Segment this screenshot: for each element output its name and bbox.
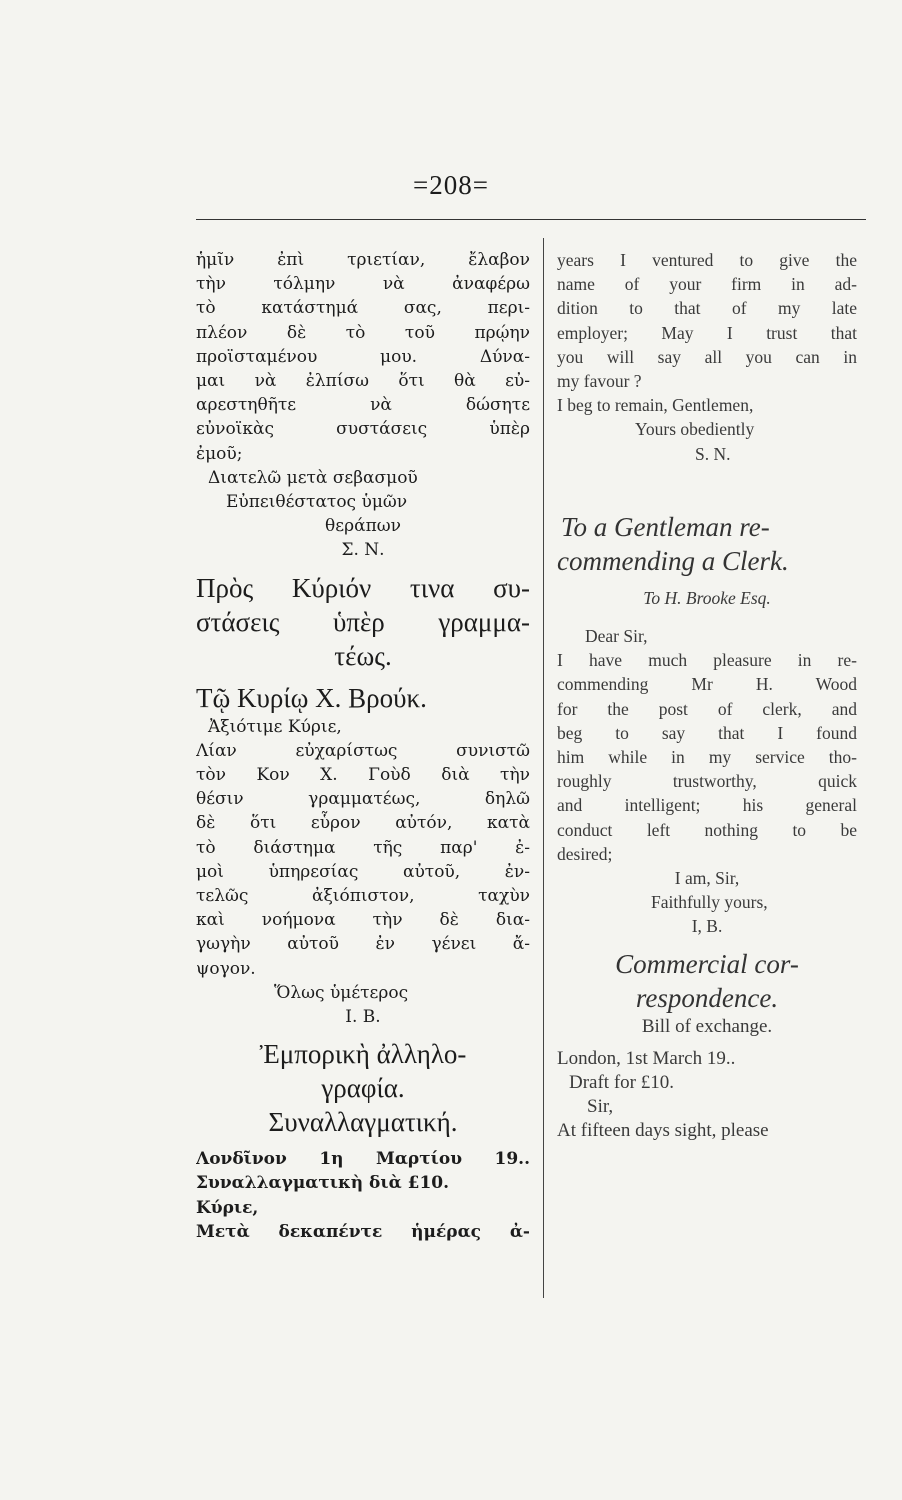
greek-signature: Σ. Ν. bbox=[341, 540, 385, 561]
text-line: my favour ? bbox=[557, 371, 642, 392]
greek-addressee: Τῷ Κυρίῳ Χ. Βρούκ. bbox=[196, 682, 427, 713]
text-line: years I ventured to give the bbox=[557, 250, 857, 270]
text-line: εὐνοϊκὰς συστάσεις ὑπὲρ bbox=[196, 419, 530, 440]
english-salutation: Dear Sir, bbox=[585, 626, 648, 647]
english-closing: I am, Sir, bbox=[674, 868, 740, 889]
greek-signature: Ι. Β. bbox=[345, 1007, 381, 1028]
greek-date-line: Λονδῖνον 1η Μαρτίου 19.. bbox=[196, 1149, 530, 1170]
text-line: ἐμοῦ; bbox=[196, 443, 243, 464]
text-line: τελῶς ἀξιόπιστον, ταχὺν bbox=[196, 886, 530, 907]
greek-paragraph-1 bbox=[196, 248, 530, 466]
greek-last-line: Μετὰ δεκαπέντε ἡμέρας ἀ- bbox=[196, 1221, 530, 1242]
text-line: ψογον. bbox=[196, 958, 256, 979]
heading-line: στάσεις ὑπὲρ γραμμα- bbox=[196, 606, 530, 637]
text-line: Λίαν εὐχαρίστως συνιστῶ bbox=[196, 740, 530, 761]
text-line: employer; May I trust that bbox=[557, 322, 857, 343]
text-line: commending Mr H. Wood bbox=[557, 674, 857, 695]
page-number: =208= bbox=[413, 170, 489, 200]
text-line: μαι νὰ ἐλπίσω ὅτι θὰ εὐ- bbox=[196, 371, 530, 392]
text-line: dition to that of my late bbox=[557, 298, 857, 319]
english-subheading-bill: Bill of exchange. bbox=[641, 1015, 773, 1037]
text-line: ἡμῖν ἐπὶ τριετίαν, ἔλαβον bbox=[196, 250, 530, 270]
english-heading-commercial bbox=[557, 947, 857, 1015]
top-rule bbox=[196, 219, 866, 220]
heading-line: respondence. bbox=[635, 982, 779, 1013]
column-divider bbox=[543, 238, 544, 1298]
greek-draft-line: Συναλλαγματικὴ διὰ £10. bbox=[196, 1173, 450, 1194]
text-line: roughly trustworthy, quick bbox=[557, 771, 857, 792]
greek-salutation-2: Κύριε, bbox=[196, 1197, 259, 1218]
text-line: for the post of clerk, and bbox=[557, 698, 857, 719]
english-draft-line: Draft for £10. bbox=[569, 1072, 674, 1094]
text-line: desired; bbox=[557, 843, 613, 864]
text-line: you will say all you can in bbox=[557, 346, 857, 367]
heading-line: Commercial cor- bbox=[615, 948, 799, 979]
heading-line: Ἐμπορικὴ ἀλληλο- bbox=[259, 1039, 467, 1070]
greek-heading-recommendation bbox=[196, 571, 530, 673]
greek-closing: Διατελῶ μετὰ σεβασμοῦ bbox=[208, 467, 418, 488]
text-line: καὶ νοήμονα τὴν δὲ δια- bbox=[196, 910, 530, 931]
text-line: τὸν Κον Χ. Γοὺδ διὰ τὴν bbox=[196, 765, 530, 786]
heading-line: γραφία. bbox=[321, 1073, 405, 1104]
english-signature: I, B. bbox=[691, 916, 723, 937]
greek-paragraph-2 bbox=[196, 739, 530, 981]
english-closing: I beg to remain, Gentlemen, bbox=[557, 395, 754, 416]
greek-column bbox=[196, 248, 530, 1244]
text-line: conduct left nothing to be bbox=[557, 819, 857, 840]
text-line: προϊσταμένου μου. Δύνα- bbox=[196, 346, 530, 367]
heading-line: Πρὸς Κύριόν τινα συ- bbox=[196, 572, 530, 603]
text-line: him while in my service tho- bbox=[557, 747, 857, 768]
greek-heading-bill: Συναλλαγματική. bbox=[268, 1107, 458, 1138]
greek-closing: Ὅλως ὑμέτερος bbox=[274, 982, 409, 1003]
english-column bbox=[557, 248, 857, 1144]
text-line: μοὶ ὑπηρεσίας αὐτοῦ, ἐν- bbox=[196, 861, 530, 882]
english-closing: Faithfully yours, bbox=[651, 892, 768, 913]
text-line: πλέον δὲ τὸ τοῦ πρῴην bbox=[196, 322, 530, 343]
heading-line: commending a Clerk. bbox=[557, 545, 789, 576]
text-line: τὴν τόλμην νὰ ἀναφέρω bbox=[196, 274, 530, 295]
english-date-line: London, 1st March 19.. bbox=[557, 1047, 736, 1069]
greek-salutation: Ἀξιότιμε Κύριε, bbox=[208, 716, 342, 737]
english-signature: S. N. bbox=[695, 443, 731, 464]
text-line: beg to say that I found bbox=[557, 722, 857, 743]
text-line: δὲ ὅτι εὗρον αὐτόν, κατὰ bbox=[196, 813, 530, 834]
text-line: I have much pleasure in re- bbox=[557, 650, 857, 671]
heading-line: τέως. bbox=[334, 640, 392, 671]
english-paragraph-1 bbox=[557, 248, 857, 393]
english-paragraph-2 bbox=[557, 648, 857, 866]
english-closing: Yours obediently bbox=[635, 419, 755, 440]
text-line: τὸ κατάστημά σας, περι- bbox=[196, 298, 530, 319]
text-line: αρεστηθῆτε νὰ δώσητε bbox=[196, 395, 530, 416]
english-heading-recommendation bbox=[557, 510, 857, 578]
text-line: γωγὴν αὐτοῦ ἐν γένει ἄ- bbox=[196, 934, 530, 955]
greek-closing: Εὐπειθέστατος ὑμῶν bbox=[226, 492, 408, 513]
text-line: θέσιν γραμματέως, δηλῶ bbox=[196, 789, 530, 810]
greek-closing: θεράπων bbox=[325, 516, 401, 537]
heading-line: To a Gentleman re- bbox=[561, 511, 770, 542]
english-addressee: To H. Brooke Esq. bbox=[643, 587, 771, 608]
greek-heading-commercial bbox=[196, 1037, 530, 1105]
text-line: name of your firm in ad- bbox=[557, 274, 857, 295]
text-line: and intelligent; his general bbox=[557, 795, 857, 816]
text-line: τὸ διάστημα τῆς παρ' ἐ- bbox=[196, 837, 530, 858]
english-salutation-2: Sir, bbox=[587, 1096, 614, 1118]
english-last-line: At fifteen days sight, please bbox=[557, 1120, 769, 1142]
